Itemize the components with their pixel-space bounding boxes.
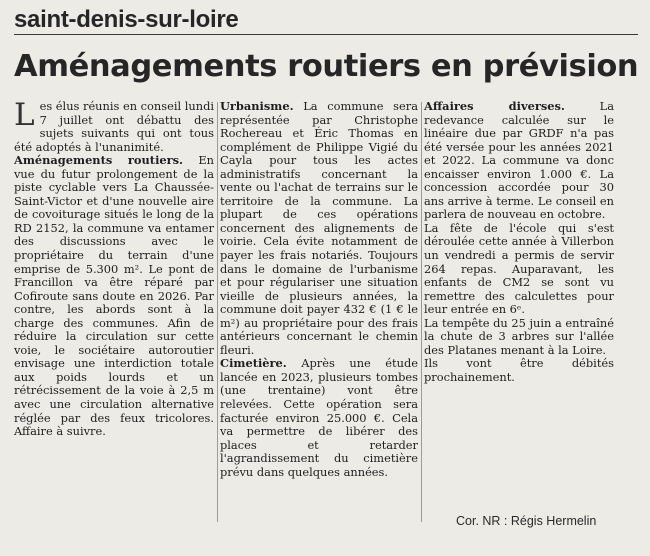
- author-credit: Cor. NR : Régis Hermelin: [456, 514, 597, 528]
- cimetiere-heading: Cimetière.: [220, 356, 287, 371]
- cimetiere-paragraph: [220, 357, 418, 479]
- divers-text: La redevance calculée sur le linéaire due par GRDF n'a pas été versée pour les années 2021 et 2022. La commune va donc encaisser environ 1.000 €. La concession accordée pour 30 ans arrive à terme. Le conseil en parlera de nouveau en octobre.: [424, 99, 614, 222]
- urbanisme-text: La commune sera représentée par Christophe Rochereau et Éric Thomas en complément de Philippe Vigié du Cayla pour tous les actes administratifs concernant la vente ou l'achat de terrains sur le territoire de la commune. La plupart de ces opérations concernent des alignements de voirie. Cela évite notamment de payer les frais notariés. Toujours dans le domaine de l'urbanisme et pour régulariser une situation vieille de plusieurs années, la commune doit payer 432 € (1 € le m²) au propriétaire pour des frais antérieurs concernant le chemin fleuri.: [220, 99, 418, 357]
- debites-paragraph: Ils vont être débités prochainement.: [424, 356, 614, 384]
- intro-text: es élus réunis en conseil lundi 7 juillet ont débattu des sujets suivants qui ont tous été adoptés à l'unanimité.: [14, 99, 214, 154]
- amenagements-paragraph: [14, 154, 214, 438]
- column-divider: [217, 102, 218, 522]
- urbanisme-heading: Urbanisme.: [220, 99, 294, 113]
- column-3: [424, 100, 614, 384]
- commune-name: saint-denis-sur-loire: [14, 6, 239, 33]
- header-rule: [14, 34, 638, 35]
- tempete-paragraph: La tempête du 25 juin a entraîné la chute de 3 arbres sur l'allée des Platanes menant à la Loire.: [424, 315, 614, 357]
- amenagements-text: En vue du futur prolongement de la piste cyclable vers La Chaussée-Saint-Victor et d'une nouvelle aire de covoiturage situés le long de la RD 2152, la commune va entamer des discussions avec le propriétaire du terrain d'une emprise de 5.300 m². Le pont de Francillon va être réparé par Cofiroute sans doute en 2026. Par contre, les abords sont à la charge des communes. Afin de réduire la circulation sur cette voie, le sociétaire autoroutier envisage une interdiction totale aux poids lourds et un rétrécissement de la voie à 2,5 m avec une circulation alternative réglée par des feux tricolores. Affaire à suivre.: [14, 153, 214, 439]
- column-divider: [421, 102, 422, 522]
- article-headline: Aménagements routiers en prévision: [14, 49, 639, 84]
- intro-paragraph: [14, 97, 214, 154]
- drop-cap: L: [14, 97, 35, 133]
- amenagements-heading: Aménagements routiers.: [14, 153, 184, 168]
- column-2: [220, 100, 418, 479]
- divers-heading: Affaires diverses.: [424, 99, 565, 113]
- cimetiere-text: Après une étude lancée en 2023, plusieurs tombes (une trentaine) vont être relevées. Cette opération sera facturée environ 25.000 €. Cela va permettre de libérer des places et retarder l'agrandissement du cimetière prévu dans quelques années.: [220, 356, 418, 479]
- divers-paragraph: [424, 100, 614, 222]
- fete-paragraph: La fête de l'école qui s'est déroulée cette année à Villerbon un vendredi a permis de servir 264 repas. Auparavant, les enfants de CM2 se sont vu remettre des calculettes pour leur entrée en 6ᵉ.: [424, 220, 614, 317]
- column-1: [14, 97, 214, 439]
- urbanisme-paragraph: [220, 100, 418, 357]
